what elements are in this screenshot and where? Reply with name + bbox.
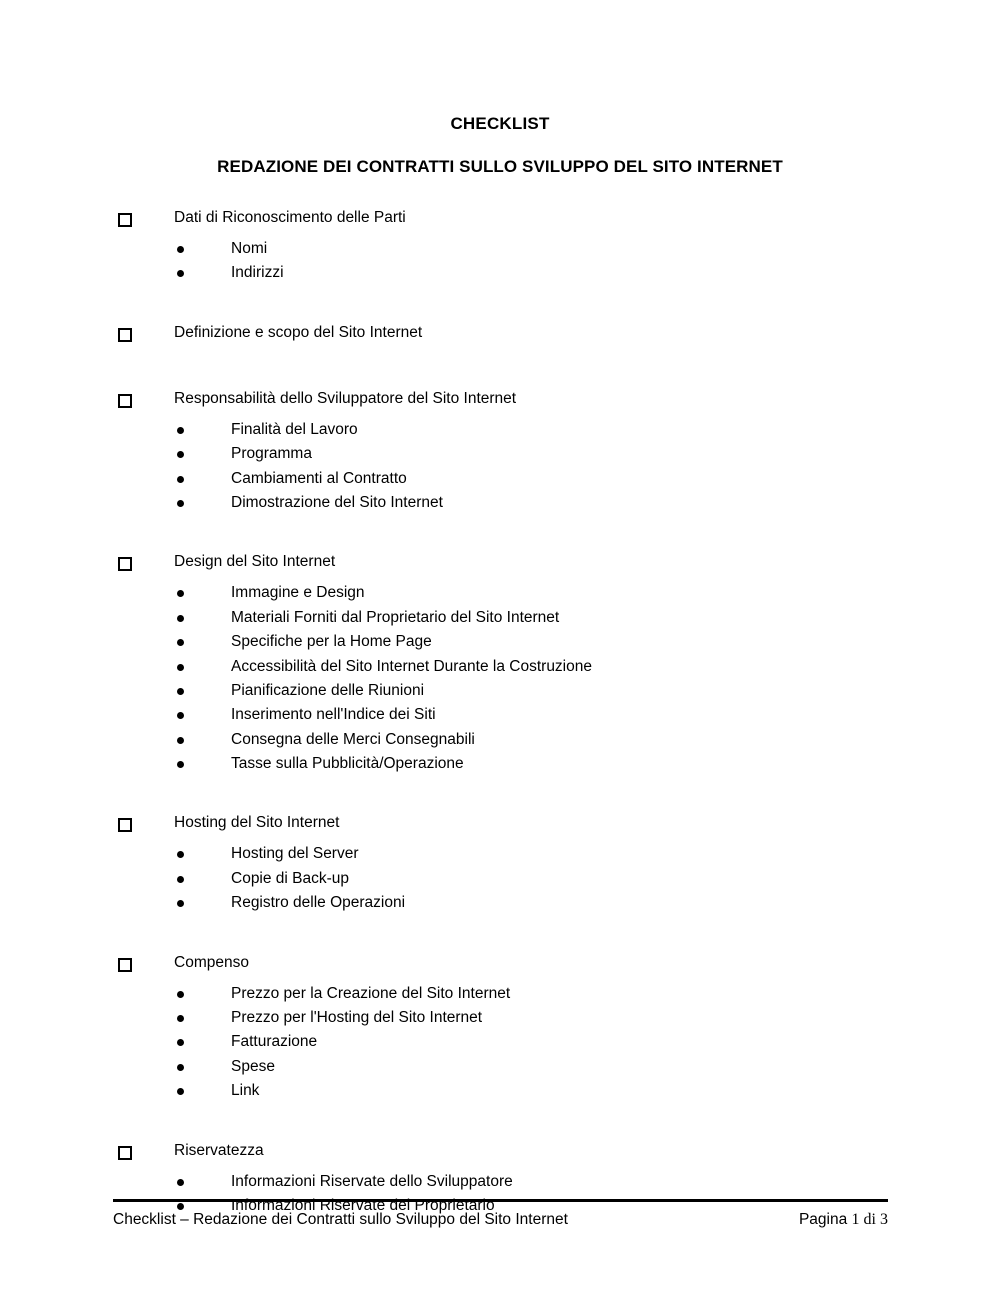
group-spacer	[0, 1106, 1000, 1141]
checklist-group-header[interactable]	[0, 953, 1000, 984]
checklist-sub-item	[0, 608, 1000, 632]
footer-row	[113, 1210, 888, 1232]
checklist-sub-item-label: Link	[231, 1082, 260, 1100]
checklist-group	[0, 389, 1000, 518]
checklist-sub-item	[0, 984, 1000, 1008]
group-spacer	[0, 517, 1000, 552]
title-block	[0, 112, 1000, 179]
checklist-group-header[interactable]	[0, 208, 1000, 239]
checklist-sub-item	[0, 1081, 1000, 1105]
checklist-sub-item-label: Hosting del Server	[231, 845, 359, 863]
group-spacer	[0, 918, 1000, 953]
checklist-group-header[interactable]	[0, 813, 1000, 844]
bullet-icon	[177, 851, 184, 858]
checklist-sub-item	[0, 632, 1000, 656]
bullet-icon	[177, 639, 184, 646]
checklist-sub-item-label: Finalità del Lavoro	[231, 420, 358, 438]
checklist-group	[0, 552, 1000, 778]
checklist-group	[0, 953, 1000, 1106]
checklist-sub-item-label: Informazioni Riservate dello Sviluppatore	[231, 1172, 513, 1190]
checklist-sub-item	[0, 869, 1000, 893]
checkbox-icon[interactable]	[118, 1146, 132, 1160]
checklist-sub-item	[0, 657, 1000, 681]
bullet-icon	[177, 500, 184, 507]
checklist-sub-item-label: Cambiamenti al Contratto	[231, 469, 407, 487]
bullet-icon	[177, 664, 184, 671]
footer-divider	[113, 1199, 888, 1202]
checklist-sub-item-label: Materiali Forniti dal Proprietario del Sito Internet	[231, 608, 560, 626]
checklist-group-label: Responsabilità dello Sviluppatore del Sito Internet	[174, 389, 517, 407]
checklist-sub-item-label: Pianificazione delle Riunioni	[231, 681, 425, 699]
checklist-sub-item	[0, 705, 1000, 729]
checkbox-icon[interactable]	[118, 213, 132, 227]
footer-page-number: 1 di 3	[851, 1211, 888, 1228]
checklist-group-header[interactable]	[0, 323, 1000, 354]
checklist-group-header[interactable]	[0, 1141, 1000, 1172]
checklist-group-label: Hosting del Sito Internet	[174, 814, 340, 832]
bullet-icon	[177, 1015, 184, 1022]
checklist-group-label: Design del Sito Internet	[174, 553, 336, 571]
checklist-sub-item-label: Programma	[231, 445, 312, 463]
group-spacer	[0, 354, 1000, 389]
checklist-sub-item-label: Dimostrazione del Sito Internet	[231, 493, 443, 511]
checklist-group	[0, 208, 1000, 288]
checklist-sub-item	[0, 1032, 1000, 1056]
checkbox-icon[interactable]	[118, 818, 132, 832]
bullet-icon	[177, 476, 184, 483]
bullet-icon	[177, 900, 184, 907]
checklist-sub-item-label: Inserimento nell'Indice dei Siti	[231, 706, 436, 724]
checklist-sub-item	[0, 263, 1000, 287]
checklist-sub-item-label: Specifiche per la Home Page	[231, 633, 432, 651]
checklist-sub-item	[0, 1057, 1000, 1081]
group-spacer	[0, 778, 1000, 813]
bullet-icon	[177, 688, 184, 695]
bullet-icon	[177, 427, 184, 434]
checklist-sub-item-label: Tasse sulla Pubblicità/Operazione	[231, 755, 464, 773]
bullet-icon	[177, 991, 184, 998]
checklist-sub-item	[0, 893, 1000, 917]
bullet-icon	[177, 590, 184, 597]
checkbox-icon[interactable]	[118, 958, 132, 972]
checklist-sub-item	[0, 239, 1000, 263]
page-subtitle: REDAZIONE DEI CONTRATTI SULLO SVILUPPO DEL SITO INTERNET	[217, 157, 783, 176]
checklist-sub-item-label: Registro delle Operazioni	[231, 894, 406, 912]
checklist-group	[0, 813, 1000, 917]
footer-document-name: Checklist – Redazione dei Contratti sullo Sviluppo del Sito Internet	[113, 1211, 568, 1228]
checklist-sub-item-label: Prezzo per l'Hosting del Sito Internet	[231, 1009, 483, 1027]
checklist-sub-item	[0, 469, 1000, 493]
checklist-sub-item-label: Fatturazione	[231, 1033, 318, 1051]
bullet-icon	[177, 615, 184, 622]
group-spacer	[0, 288, 1000, 323]
checklist-group	[0, 323, 1000, 354]
bullet-icon	[177, 737, 184, 744]
checklist-body	[0, 208, 1000, 1220]
checkbox-icon[interactable]	[118, 328, 132, 342]
checklist-group-label: Dati di Riconoscimento delle Parti	[174, 209, 406, 226]
checklist-sub-item-label: Consegna delle Merci Consegnabili	[231, 730, 475, 748]
bullet-icon	[177, 1039, 184, 1046]
checkbox-icon[interactable]	[118, 394, 132, 408]
checklist-sub-item	[0, 1008, 1000, 1032]
checklist-group-header[interactable]	[0, 389, 1000, 420]
checklist-sub-item-label: Immagine e Design	[231, 584, 365, 602]
checklist-group-label: Riservatezza	[174, 1141, 264, 1159]
checklist-sub-item	[0, 1172, 1000, 1196]
checklist-sub-item-label: Prezzo per la Creazione del Sito Internet	[231, 984, 511, 1002]
bullet-icon	[177, 1088, 184, 1095]
checklist-sub-item	[0, 754, 1000, 778]
checklist-group-label: Compenso	[174, 953, 249, 971]
bullet-icon	[177, 270, 184, 277]
checklist-sub-item	[0, 844, 1000, 868]
bullet-icon	[177, 451, 184, 458]
checkbox-icon[interactable]	[118, 557, 132, 571]
bullet-icon	[177, 876, 184, 883]
checklist-sub-item-label: Informazioni Riservate del Proprietario	[231, 1196, 495, 1214]
checklist-sub-item	[0, 444, 1000, 468]
checklist-sub-item	[0, 583, 1000, 607]
checklist-sub-item-label: Nomi	[231, 240, 268, 257]
checklist-sub-item-label: Indirizzi	[231, 264, 284, 282]
checklist-sub-item-label: Spese	[231, 1057, 275, 1075]
bullet-icon	[177, 1064, 184, 1071]
checklist-sub-item-label: Accessibilità del Sito Internet Durante la Costruzione	[231, 657, 592, 675]
footer-page-indicator	[799, 1210, 888, 1230]
bullet-icon	[177, 246, 184, 253]
bullet-icon	[177, 712, 184, 719]
checklist-group-label: Definizione e scopo del Sito Internet	[174, 323, 423, 341]
checklist-sub-item	[0, 681, 1000, 705]
checklist-sub-item	[0, 730, 1000, 754]
checklist-sub-item	[0, 493, 1000, 517]
checklist-sub-item	[0, 420, 1000, 444]
checklist-group-header[interactable]	[0, 552, 1000, 583]
checklist-sub-item-label: Copie di Back-up	[231, 869, 350, 887]
bullet-icon	[177, 761, 184, 768]
footer-page-prefix: Pagina	[798, 1211, 848, 1228]
bullet-icon	[177, 1179, 184, 1186]
page-footer	[113, 1199, 888, 1232]
page-title: CHECKLIST	[450, 114, 550, 133]
